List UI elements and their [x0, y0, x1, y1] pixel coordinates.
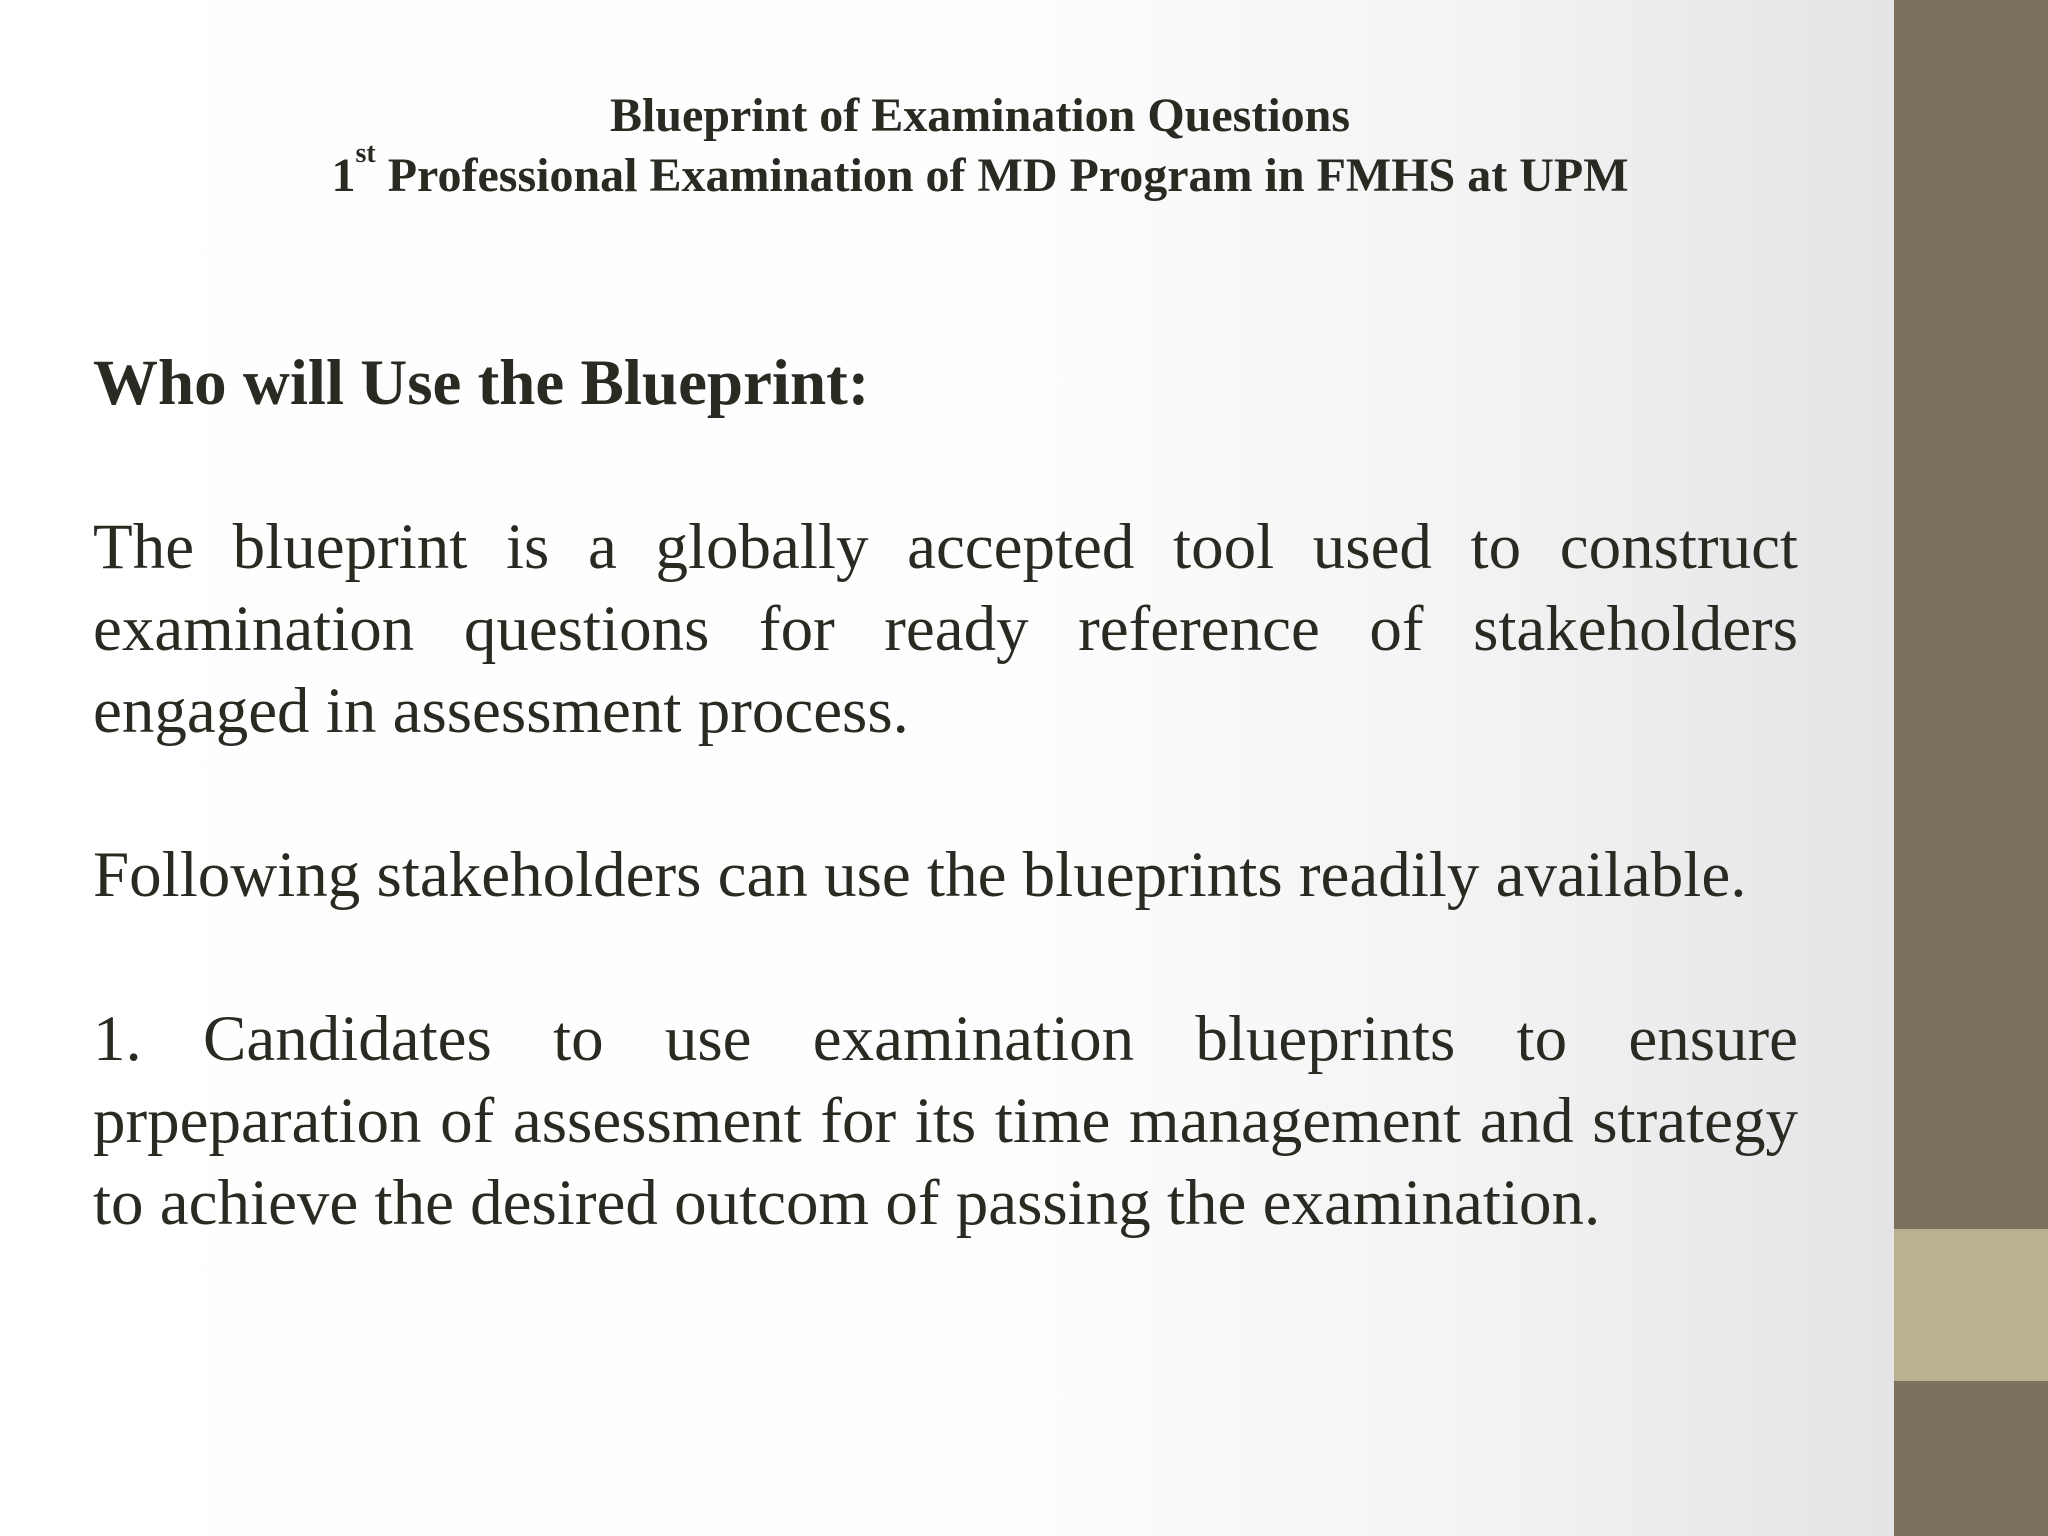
slide-title: Blueprint of Examination Questions — [609, 89, 1351, 142]
slide-body — [93, 342, 1798, 1244]
slide-header — [0, 86, 1960, 206]
subtitle-ordinal: st — [355, 138, 376, 169]
side-accent-band — [1894, 1229, 2048, 1381]
spacer — [93, 424, 1798, 506]
subtitle-number: 1 — [331, 149, 356, 202]
spacer — [93, 916, 1798, 998]
paragraph-candidates: 1. Candidates to use examination blueprints to ensure prpeparation of assessment for its time management and strategy to achieve the desired outcom of passing the examination. — [93, 1003, 1798, 1239]
paragraph-stakeholders: Following stakeholders can use the blueprints readily available. — [93, 839, 1747, 911]
paragraph-definition: The blueprint is a globally accepted tool used to construct examination questions for ready reference of stakeholders engaged in assessment process. — [93, 511, 1798, 747]
section-heading: Who will Use the Blueprint: — [93, 347, 870, 419]
spacer — [93, 752, 1798, 834]
subtitle-text: Professional Examination of MD Program in FMHS at UPM — [375, 149, 1629, 202]
slide-subtitle — [0, 138, 1960, 206]
